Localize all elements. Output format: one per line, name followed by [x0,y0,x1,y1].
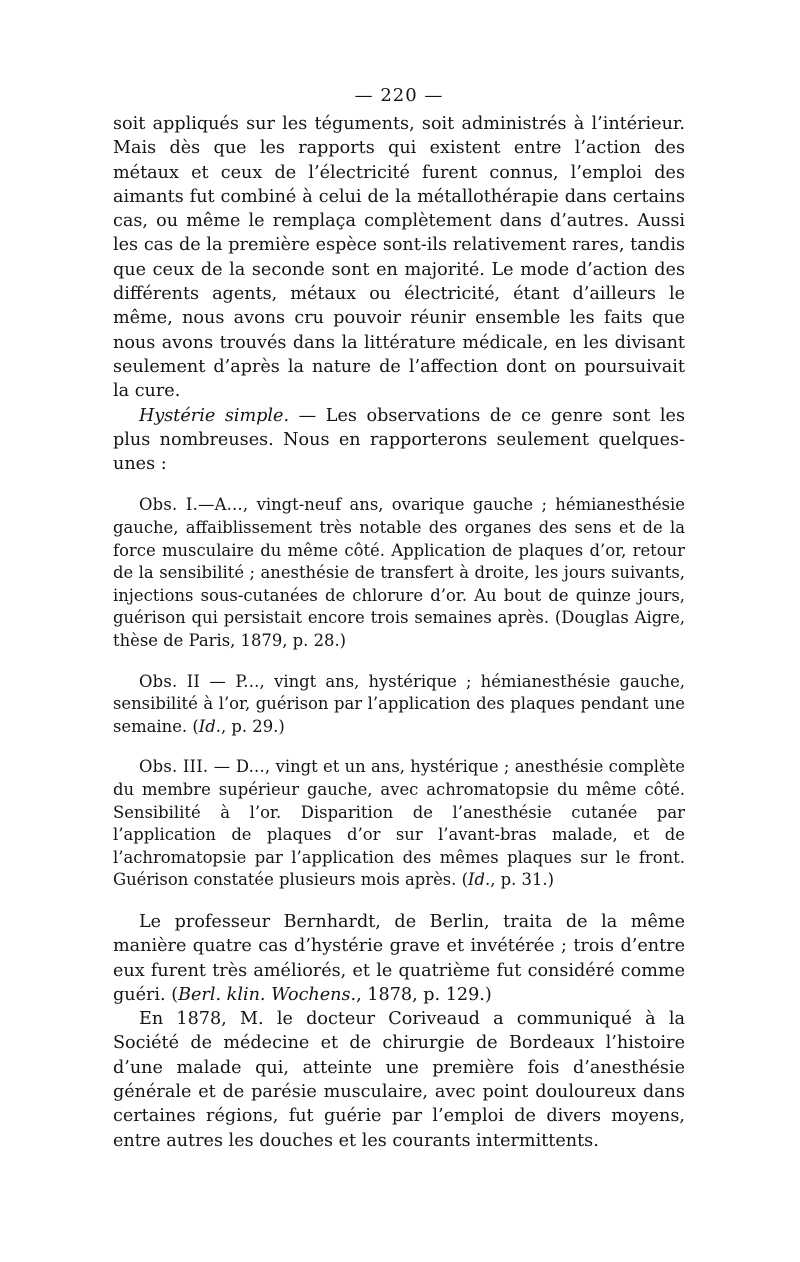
observation-2-end: , p. 29.) [220,716,285,736]
bernhardt-end: , 1878, p. 129.) [356,984,492,1005]
section-text: — Les observations de ce genre sont les plus nombreuses. Nous en rapporterons seulement quelques-unes : [113,405,685,475]
observation-3-end: , p. 31.) [490,870,554,890]
observation-1 [113,494,685,652]
observation-1-text: vingt-neuf ans, ovarique gauche ; hémianesthésie gauche, affaiblissement très notable des organes des sens et de la force musculaire du même côté. Application de plaques d’or, retour de la sensibilité ; anesthésie de transfert à droite, les jours suivants, injections sous-cutanées de chlorure d’or. Au bout de quinze jours, guérison qui persistait encore trois semaines après. (Douglas Aigre, thèse de Paris, 1879, p. 28.) [113,495,685,651]
paragraph-hysteria-simple [113,404,685,477]
observation-3-ref: Id. [468,870,491,890]
page-number: — 220 — [354,85,444,106]
observation-2 [113,671,685,739]
book-page [113,84,685,1153]
observation-3-text: vingt et un ans, hystérique ; anesthésie complète du membre supérieur gauche, avec achromatopsie du même côté. Sensibilité à l’or. Disparition de l’anesthésie cutanée par l’application de plaques d’or sur l’avant-bras malade, et de l’achromatopsie par l’application des mêmes plaques sur le front. Guérison constatée plusieurs mois après. ( [113,757,685,890]
observation-3 [113,756,685,892]
observation-2-ref: Id. [198,716,221,736]
spacer [113,892,685,910]
observation-3-head: Obs. III. — D..., [139,757,271,777]
paragraph-coriveaud: En 1878, M. le docteur Coriveaud a communiqué à la Société de médecine et de chirurgie de Bordeaux l’histoire d’une malade qui, atteinte une première fois d’anesthésie générale et de parésie musculaire, avec point douloureux dans certaines régions, fut guérie par l’emploi de divers moyens, entre autres les douches et les courants intermittents. [113,1009,685,1151]
bernhardt-ref: Berl. klin. Wochens. [178,984,357,1005]
observation-2-head: Obs. II — P..., [139,671,265,691]
paragraph-bernhardt [113,910,685,1007]
observation-2-text: vingt ans, hystérique ; hémianesthésie gauche, sensibilité à l’or, guérison par l’application des plaques pendant une semaine. ( [113,671,685,736]
spacer [113,653,685,671]
spacer [113,738,685,756]
observation-1-head: Obs. I.—A..., [139,495,249,515]
paragraph-continuation: soit appliqués sur les téguments, soit administrés à l’intérieur. Mais dès que les rapports qui existent entre l’action des métaux et ceux de l’électricité furent connus, l’emploi des aimants fut combiné à celui de la métallothérapie dans certains cas, ou même le remplaça complètement dans d’autres. Aussi les cas de la première espèce sont-ils relativement rares, tandis que ceux de la seconde sont en majorité. Le mode d’action des différents agents, métaux ou électricité, étant d’ailleurs le même, nous avons cru pouvoir réunir ensemble les faits que nous avons trouvés dans la littérature médicale, en les divisant seulement d’après la nature de l’affection dont on poursuivait la cure. [113,114,685,402]
section-label: Hystérie simple. [139,405,290,426]
bernhardt-text: Le professeur Bernhardt, de Berlin, traita de la même manière quatre cas d’hystérie grave et invétérée ; trois d’entre eux furent très améliorés, et le quatrième fut considéré comme guéri. ( [113,911,685,1005]
spacer [113,476,685,494]
